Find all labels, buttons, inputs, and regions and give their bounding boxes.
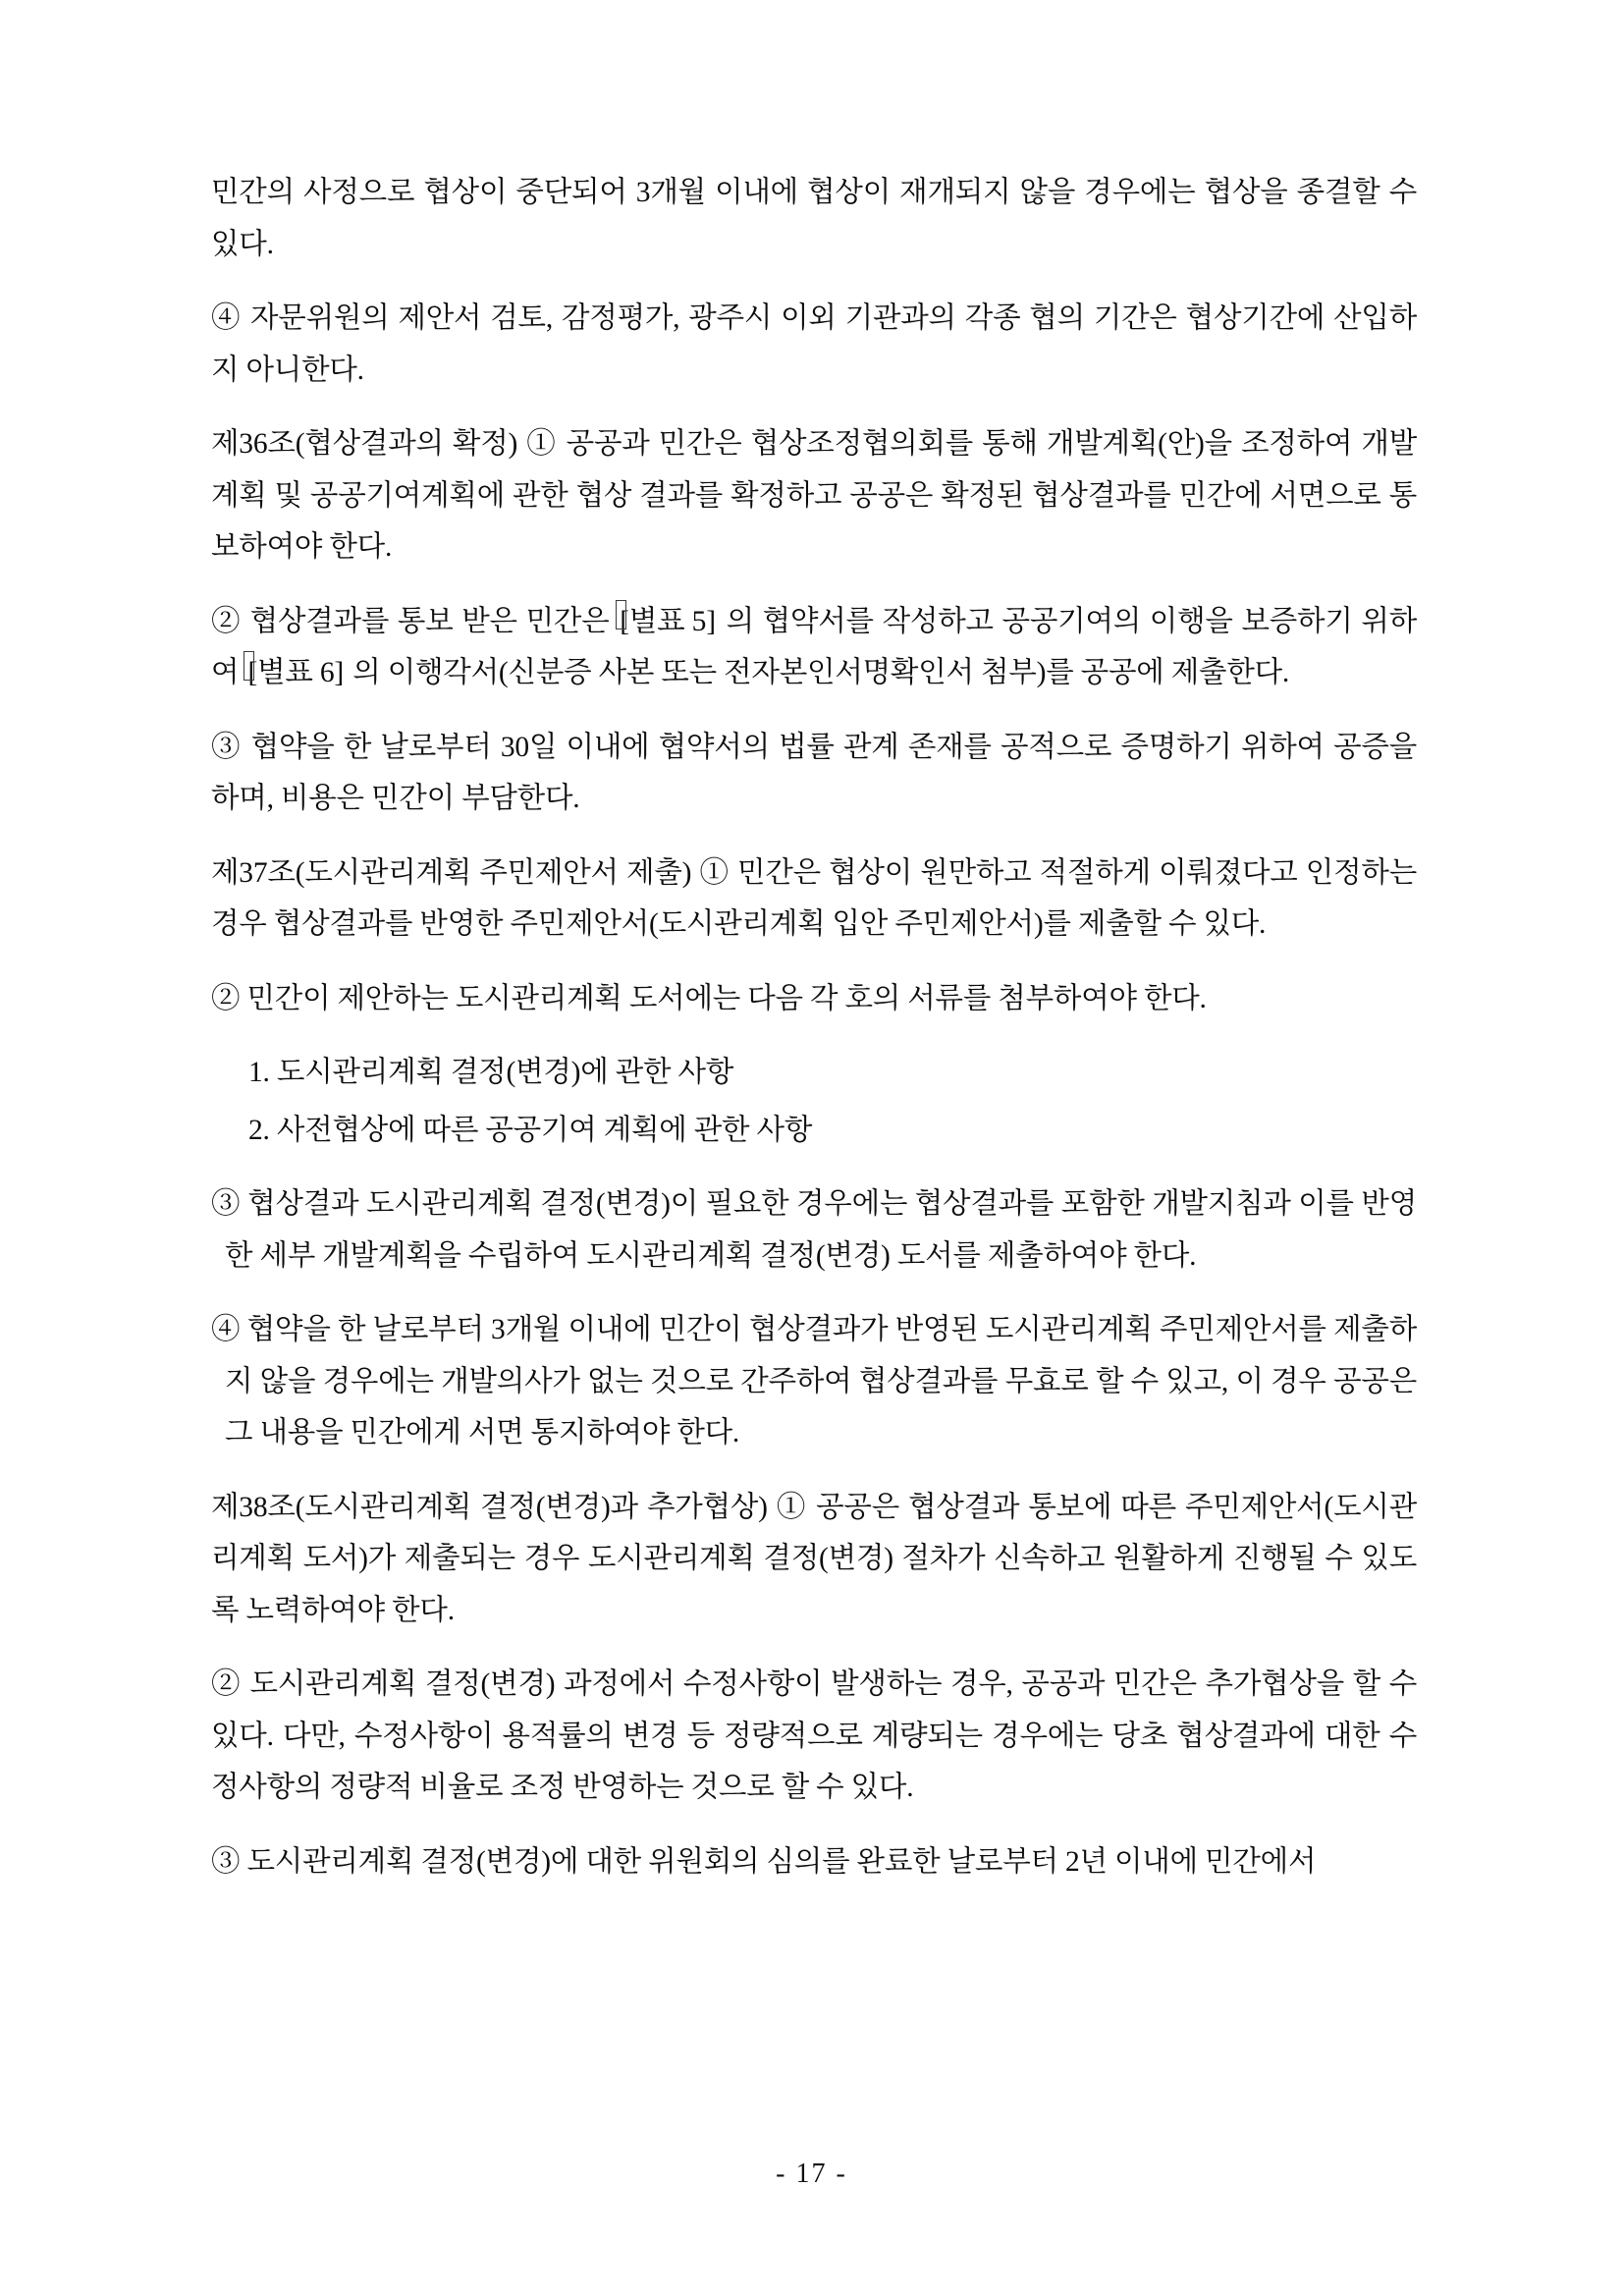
- paragraph-article-37-1: 제37조(도시관리계획 주민제안서 제출) ① 민간은 협상이 원만하고 적절하게 이뤄졌다고 인정하는 경우 협상결과를 반영한 주민제안서(도시관리계획 입안 주민제안서)를 제출할 수 있다.: [211, 856, 1417, 940]
- paragraph-article-36-1: 제36조(협상결과의 확정) ① 공공과 민간은 협상조정협의회를 통해 개발계획(안)을 조정하여 개발계획 및 공공기여계획에 관한 협상 결과를 확정하고 공공은 확정된 협상결과를 민간에 서면으로 통보하여야 한다.: [211, 428, 1417, 563]
- page-number: - 17 -: [776, 2159, 847, 2189]
- paragraph-article-36-3: ③ 협약을 한 날로부터 30일 이내에 협약서의 법률 관계 존재를 공적으로 증명하기 위하여 공증을 하며, 비용은 민간이 부담한다.: [211, 731, 1417, 814]
- paragraph-article-38-2: ② 도시관리계획 결정(변경) 과정에서 수정사항이 발생하는 경우, 공공과 민간은 추가협상을 할 수 있다. 다만, 수정사항이 용적률의 변경 등 정량적으로 계량되는 경우에는 당초 협상결과에 대한 수정사항의 정량적 비율로 조정 반영하는 것으로 할 수 있다.: [211, 1668, 1417, 1803]
- list-item: 2. 사전협상에 따른 공공기여 계획에 관한 사항: [248, 1114, 813, 1146]
- reference-table-5: [별표 5]: [618, 596, 718, 648]
- paragraph-article-37-2: ② 민간이 제안하는 도시관리계획 도서에는 다음 각 호의 서류를 첨부하여야 한다.: [211, 982, 1207, 1014]
- paragraph-article-37-3: ③ 협상결과 도시관리계획 결정(변경)이 필요한 경우에는 협상결과를 포함한 개발지침과 이를 반영한 세부 개발계획을 수립하여 도시관리계획 결정(변경) 도서를 제출하여야 한다.: [211, 1188, 1417, 1272]
- sub-item-list: [211, 1047, 1417, 1156]
- paragraph-article-36-2: [211, 596, 1417, 699]
- document-body: [211, 167, 1417, 1887]
- text-after-ref-2: 의 이행각서(신분증 사본 또는 전자본인서명확인서 첨부)를 공공에 제출한다.: [346, 657, 1290, 688]
- paragraph-article-38-1: 제38조(도시관리계획 결정(변경)과 추가협상) ① 공공은 협상결과 통보에 따른 주민제안서(도시관리계획 도서)가 제출되는 경우 도시관리계획 결정(변경) 절차가 신속하고 원활하게 진행될 수 있도록 노력하여야 한다.: [211, 1491, 1417, 1626]
- reference-table-6: [별표 6]: [245, 647, 346, 699]
- paragraph-item-4: ④ 자문위원의 제안서 검토, 감정평가, 광주시 이외 기관과의 각종 협의 기간은 협상기간에 산입하지 아니한다.: [211, 302, 1417, 386]
- paragraph-continued: 민간의 사정으로 협상이 중단되어 3개월 이내에 협상이 재개되지 않을 경우에는 협상을 종결할 수 있다.: [211, 177, 1417, 260]
- paragraph-article-38-3: ③ 도시관리계획 결정(변경)에 대한 위원회의 심의를 완료한 날로부터 2년 이내에 민간에서: [211, 1845, 1317, 1878]
- text-middle-refs: 의 협약서를 작성하고 공공기여의 이행을 보증하기 위하여: [211, 605, 1417, 688]
- text-before-ref-1: ② 협상결과를 통보 받은 민간은: [211, 605, 619, 637]
- paragraph-article-37-4: ④ 협약을 한 날로부터 3개월 이내에 민간이 협상결과가 반영된 도시관리계획 주민제안서를 제출하지 않을 경우에는 개발의사가 없는 것으로 간주하여 협상결과를 무효로 할 수 있고, 이 경우 공공은 그 내용을 민간에게 서면 통지하여야 한다.: [211, 1314, 1417, 1449]
- list-item: 1. 도시관리계획 결정(변경)에 관한 사항: [248, 1057, 734, 1088]
